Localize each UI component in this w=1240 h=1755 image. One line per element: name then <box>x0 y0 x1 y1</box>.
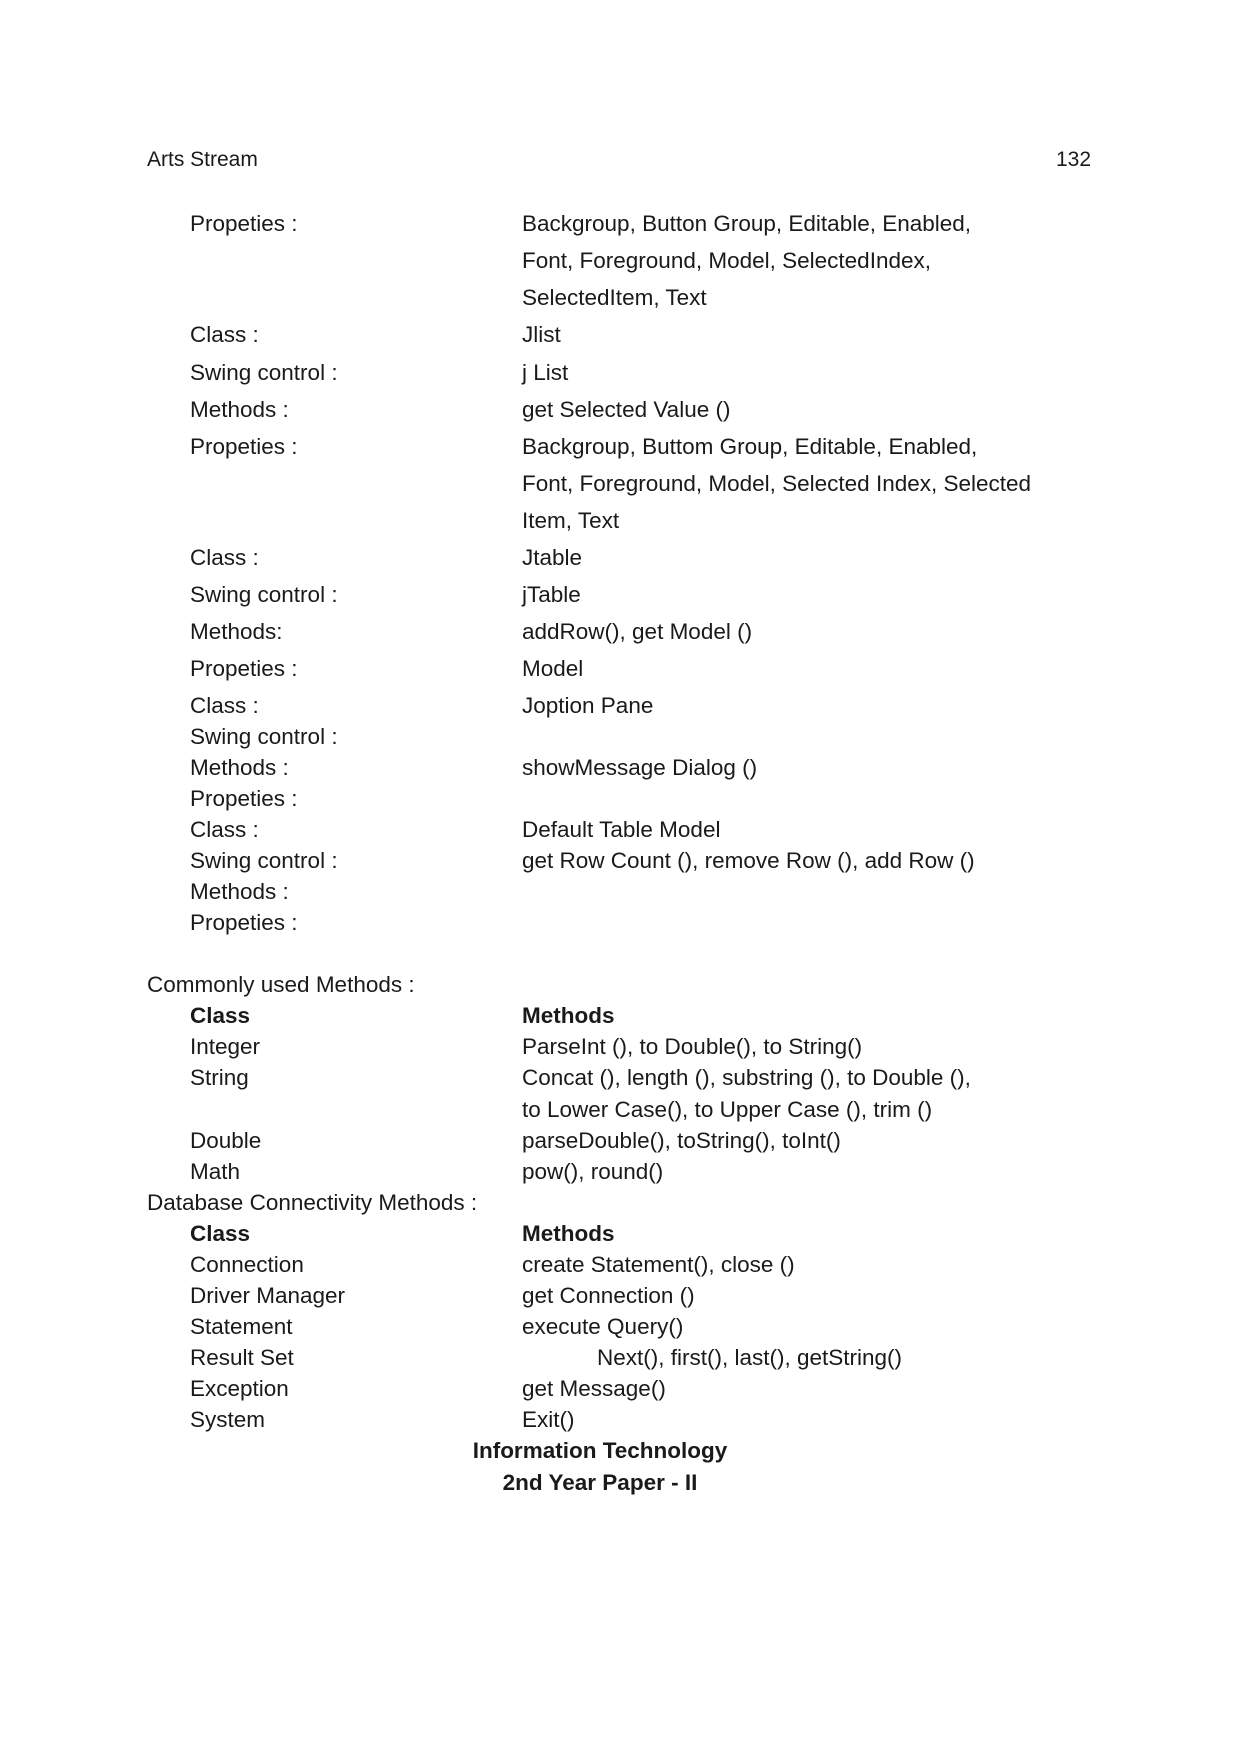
row-value: Font, Foreground, Model, Selected Index, Selected <box>522 471 1032 496</box>
section-heading: Commonly used Methods : <box>147 972 415 997</box>
row-value: Jtable <box>522 545 583 570</box>
class-name: Integer <box>190 1034 261 1059</box>
row-label: Propeties : <box>190 211 298 236</box>
method-list: pow(), round() <box>522 1159 664 1184</box>
row-label: Class : <box>190 817 259 842</box>
row-value: addRow(), get Model () <box>522 619 753 644</box>
row-label: Propeties : <box>190 786 298 811</box>
row-label: Swing control : <box>190 360 338 385</box>
row-value: Joption Pane <box>522 693 654 718</box>
row-label: Methods : <box>190 755 289 780</box>
row-label: Swing control : <box>190 582 338 607</box>
row-value: Backgroup, Button Group, Editable, Enabled, <box>522 211 972 236</box>
row-value: get Selected Value () <box>522 397 731 422</box>
class-name: Double <box>190 1128 262 1153</box>
class-name: Connection <box>190 1252 304 1277</box>
row-value: SelectedItem, Text <box>522 285 707 310</box>
row-value: Default Table Model <box>522 817 721 842</box>
row-label: Methods: <box>190 619 283 644</box>
row-label: Methods : <box>190 879 289 904</box>
row-value: get Row Count (), remove Row (), add Row () <box>522 848 975 873</box>
method-list: Exit() <box>522 1407 575 1432</box>
method-list: get Message() <box>522 1376 666 1401</box>
method-list: create Statement(), close () <box>522 1252 795 1277</box>
method-list: to Lower Case(), to Upper Case (), trim () <box>522 1097 933 1122</box>
row-label: Class : <box>190 322 259 347</box>
row-label: Class : <box>190 545 259 570</box>
row-label: Methods : <box>190 397 289 422</box>
class-name: Statement <box>190 1314 293 1339</box>
row-label: Propeties : <box>190 434 298 459</box>
row-value: Jlist <box>522 322 561 347</box>
row-value: Item, Text <box>522 508 620 533</box>
method-list: Concat (), length (), substring (), to Double (), <box>522 1065 971 1090</box>
row-label: Swing control : <box>190 724 338 749</box>
row-value: Model <box>522 656 584 681</box>
row-value: jTable <box>522 582 581 607</box>
class-name: Result Set <box>190 1345 294 1370</box>
method-list: execute Query() <box>522 1314 684 1339</box>
column-header-methods: Methods <box>522 1221 615 1246</box>
row-value: showMessage Dialog () <box>522 755 758 780</box>
footer-paper: 2nd Year Paper - II <box>502 1470 698 1495</box>
row-label: Propeties : <box>190 656 298 681</box>
column-header-class: Class <box>190 1221 251 1246</box>
column-header-class: Class <box>190 1003 251 1028</box>
column-header-methods: Methods <box>522 1003 615 1028</box>
row-label: Swing control : <box>190 848 338 873</box>
row-label: Propeties : <box>190 910 298 935</box>
class-name: System <box>190 1407 266 1432</box>
method-list: parseDouble(), toString(), toInt() <box>522 1128 841 1153</box>
row-value: j List <box>522 360 569 385</box>
method-list: ParseInt (), to Double(), to String() <box>522 1034 863 1059</box>
class-name: Driver Manager <box>190 1283 346 1308</box>
method-list: Next(), first(), last(), getString() <box>597 1345 903 1370</box>
class-name: Math <box>190 1159 241 1184</box>
section-heading: Database Connectivity Methods : <box>147 1190 478 1215</box>
page-number: 132 <box>1056 148 1092 171</box>
class-name: Exception <box>190 1376 289 1401</box>
footer-subject: Information Technology <box>472 1438 728 1463</box>
row-value: Backgroup, Buttom Group, Editable, Enabled, <box>522 434 978 459</box>
row-value: Font, Foreground, Model, SelectedIndex, <box>522 248 931 273</box>
row-label: Class : <box>190 693 259 718</box>
class-name: String <box>190 1065 249 1090</box>
method-list: get Connection () <box>522 1283 695 1308</box>
running-header: Arts Stream <box>147 148 258 171</box>
